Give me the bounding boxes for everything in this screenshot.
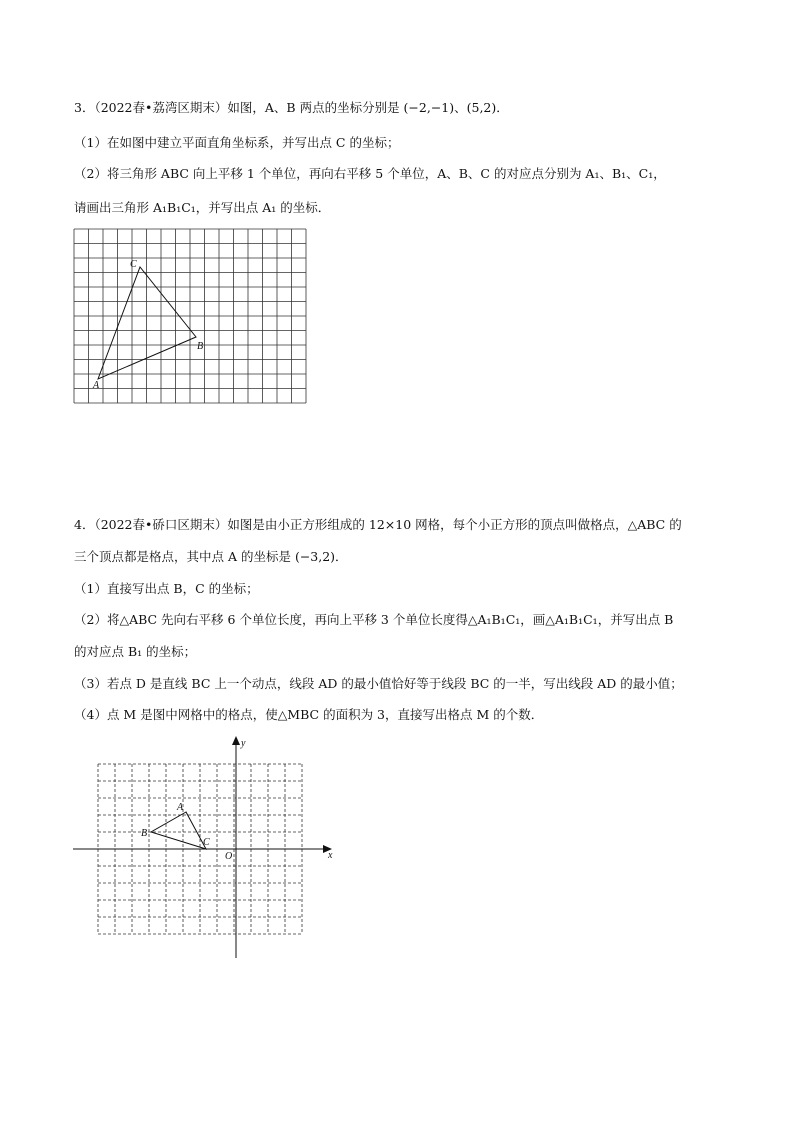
problem4-stem-line1: 4．（2022春•硚口区期末）如图是由小正方形组成的 12×10 网格，每个小正方形的顶点叫做格点，△ABC 的 (74, 517, 682, 532)
label-c: C (203, 837, 210, 848)
triangle-abc (151, 812, 206, 849)
problem4-part3: （3）若点 D 是直线 BC 上一个动点，线段 AD 的最小值恰好等于线段 BC 的一半，写出线段 AD 的最小值； (74, 676, 683, 691)
problem3-stem: 3．（2022春•荔湾区期末）如图，A、B 两点的坐标分别是 (−2,−1)、(5,2)． (74, 100, 509, 115)
y-axis-arrow (232, 736, 240, 745)
problem4-coordinate-figure (68, 732, 340, 962)
problem3-grid-lines (74, 229, 306, 403)
problem3-grid-figure (72, 227, 308, 409)
problem4-part1: （1）直接写出点 B，C 的坐标； (74, 581, 259, 596)
problem3-part1: （1）在如图中建立平面直角坐标系，并写出点 C 的坐标； (74, 135, 400, 150)
triangle-abc (98, 267, 196, 379)
problem3-part2-line2: 请画出三角形 A₁B₁C₁，并写出点 A₁ 的坐标． (74, 200, 331, 215)
label-a: A (177, 802, 184, 813)
label-o: O (225, 851, 233, 862)
problem4-part4: （4）点 M 是图中网格中的格点，使△MBC 的面积为 3，直接写出格点 M 的个数． (74, 707, 544, 722)
problem4-part2-line2: 的对应点 B₁ 的坐标； (74, 644, 197, 659)
label-c: C (130, 259, 137, 270)
label-b: B (197, 341, 204, 352)
label-y: y (241, 738, 246, 749)
problem4-part2-line1: （2）将△ABC 先向右平移 6 个单位长度，再向上平移 3 个单位长度得△A₁B₁C₁，画△A₁B₁C₁，并写出点 B (74, 612, 674, 627)
label-a: A (93, 380, 100, 391)
problem4-stem-line2: 三个顶点都是格点，其中点 A 的坐标是 (−3,2)． (74, 549, 348, 564)
label-x: x (328, 850, 333, 861)
label-b: B (141, 828, 148, 839)
problem3-part2-line1: （2）将三角形 ABC 向上平移 1 个单位，再向右平移 5 个单位，A、B、C 的对应点分别为 A₁、B₁、C₁， (74, 166, 666, 181)
